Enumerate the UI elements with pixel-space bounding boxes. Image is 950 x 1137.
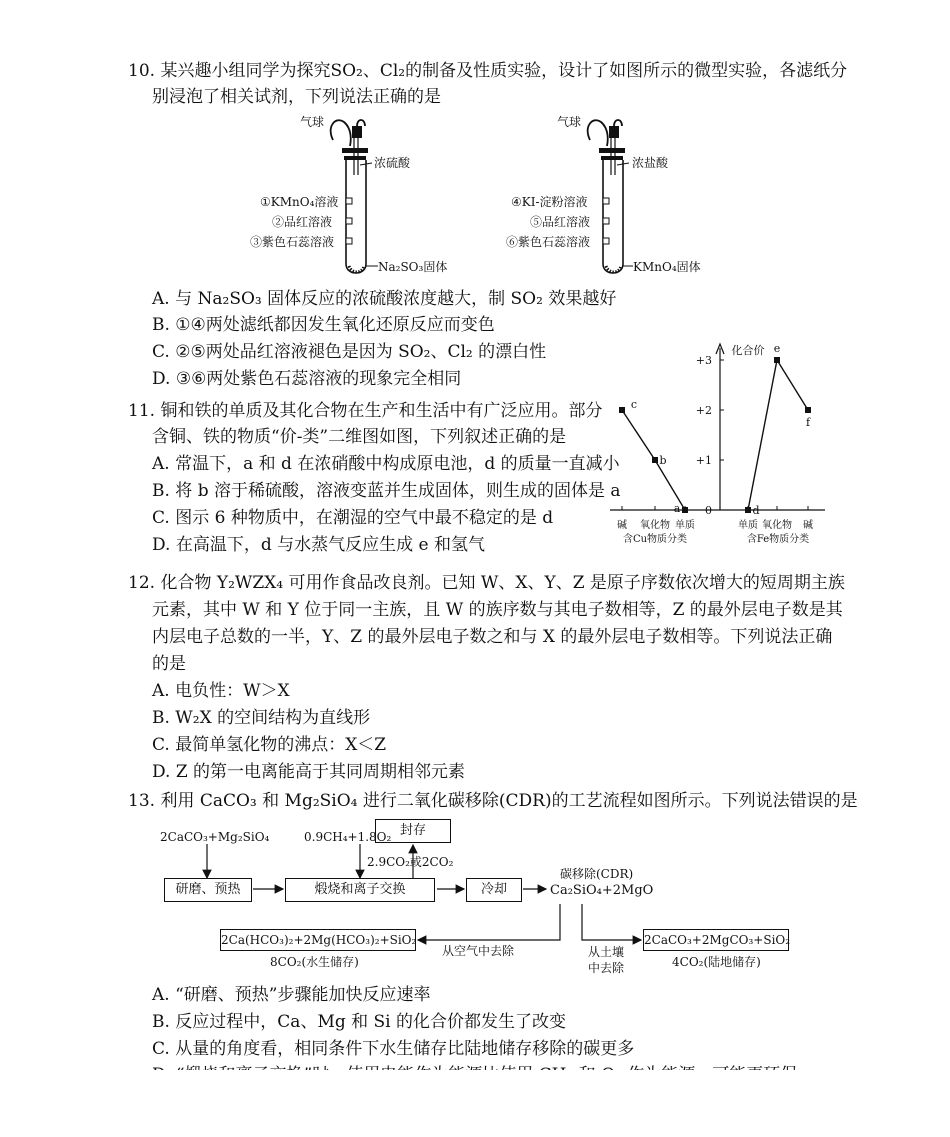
- q13-option-b: B. 反应过程中，Ca、Mg 和 Si 的化合价都发生了改变: [152, 1012, 567, 1032]
- q10-option-c: C. ②⑤两处品红溶液褪色是因为 SO₂、Cl₂ 的漂白性: [152, 342, 547, 362]
- flow-grind-box: 研磨、预热: [164, 878, 252, 902]
- q10-option-d: D. ③⑥两处紫色石蕊溶液的现象完全相同: [152, 369, 462, 389]
- chart-point-label-f: f: [805, 416, 811, 429]
- flow-air-label: 从空气中去除: [442, 944, 515, 958]
- flow-co2-label: 2.9CO₂或2CO₂: [367, 855, 454, 869]
- right-paper-4: ④KI-淀粉溶液: [511, 195, 588, 209]
- q12-option-a: A. 电负性：W＞X: [152, 681, 290, 701]
- flow-land-note: 4CO₂(陆地储存): [672, 955, 761, 969]
- q13-option-c: C. 从量的角度看，相同条件下水生储存比陆地储存移除的碳更多: [152, 1039, 635, 1059]
- left-acid-label: 浓硫酸: [374, 156, 411, 170]
- page-cut-off: [0, 1070, 950, 1137]
- q12-stem-line2: 元素，其中 W 和 Y 位于同一主族，且 W 的族序数与其电子数相等，Z 的最外层电子数是其: [152, 600, 843, 620]
- q12-stem-line4: 的是: [152, 654, 186, 674]
- chart-y-tick-label: +2: [695, 404, 712, 417]
- q11-stem-line1: 11. 铜和铁的单质及其化合物在生产和生活中有广泛应用。部分: [128, 401, 603, 421]
- flow-land-eq-box: 2CaCO₃+2MgCO₃+SiO₂: [643, 929, 789, 951]
- left-paper-3: ③紫色石蕊溶液: [250, 235, 335, 249]
- q11-option-d: D. 在高温下，d 与水蒸气反应生成 e 和氢气: [152, 535, 485, 555]
- chart-point-label-c: c: [630, 398, 638, 411]
- chart-point-label-a: a: [673, 502, 681, 515]
- q11-option-a: A. 常温下，a 和 d 在浓硝酸中构成原电池，d 的质量一直减小: [152, 454, 620, 474]
- flow-store-box: 封存: [375, 819, 451, 843]
- flow-cdr-label: 碳移除(CDR): [560, 867, 634, 881]
- chart-cu-category-label: 氧化物: [640, 520, 670, 531]
- q10-stem-line2: 别浸泡了相关试剂，下列说法正确的是: [152, 87, 441, 107]
- flow-soil-label-2: 中去除: [588, 961, 625, 975]
- chart-fe-category-label: 单质: [738, 520, 758, 531]
- q10-option-a: A. 与 Na₂SO₃ 固体反应的浓硫酸浓度越大，制 SO₂ 效果越好: [152, 289, 617, 309]
- chart-y-tick-label: +1: [695, 454, 712, 467]
- left-balloon-label: 气球: [300, 115, 325, 129]
- chart-y-tick-label: 0: [705, 504, 712, 517]
- left-solid-label: Na₂SO₃固体: [378, 260, 448, 274]
- flow-soil-label-1: 从土壤: [588, 945, 625, 959]
- right-paper-5: ⑤品红溶液: [530, 215, 591, 229]
- flow-input-1: 2CaCO₃+Mg₂SiO₄: [160, 830, 270, 844]
- right-solid-label: KMnO₄固体: [633, 260, 701, 274]
- chart-point-label-b: b: [659, 454, 667, 467]
- flow-input-2: 0.9CH₄+1.8O₂: [304, 830, 392, 844]
- q13-stem: 13. 利用 CaCO₃ 和 Mg₂SiO₄ 进行二氧化碳移除(CDR)的工艺流程如图所示。下列说法错误的是: [128, 791, 858, 811]
- flow-cool-box: 冷却: [466, 878, 522, 902]
- right-acid-label: 浓盐酸: [632, 156, 669, 170]
- chart-point-label-e: e: [773, 342, 781, 355]
- q12-stem-line1: 12. 化合物 Y₂WZX₄ 可用作食品改良剂。已知 W、X、Y、Z 是原子序数依次增大的短周期主族: [128, 573, 845, 593]
- left-paper-1: ①KMnO₄溶液: [260, 195, 339, 209]
- q12-option-d: D. Z 的第一电离能高于其同周期相邻元素: [152, 762, 466, 782]
- q10-stem-line1: 10. 某兴趣小组同学为探究SO₂、Cl₂的制备及性质实验，设计了如图所示的微型实验，各滤纸分: [128, 61, 848, 81]
- chart-cu-category-label: 碱: [617, 520, 627, 531]
- q12-stem-line3: 内层电子总数的一半，Y、Z 的最外层电子数之和与 X 的最外层电子数相等。下列说法正确: [152, 627, 833, 647]
- chart-fe-category-label: 碱: [803, 520, 813, 531]
- chart-fe-group-label: 含Fe物质分类: [746, 534, 810, 545]
- chart-y-label: 化合价: [731, 344, 765, 357]
- q11-option-b: B. 将 b 溶于稀硫酸，溶液变蓝并生成固体，则生成的固体是 a: [152, 481, 621, 501]
- chart-y-tick-label: +3: [695, 354, 712, 367]
- chart-cu-group-label: 含Cu物质分类: [622, 534, 688, 545]
- q12-option-c: C. 最简单氢化物的沸点：X＜Z: [152, 735, 387, 755]
- right-balloon-label: 气球: [557, 115, 582, 129]
- q13-option-a: A. “研磨、预热”步骤能加快反应速率: [152, 985, 431, 1005]
- chart-cu-category-label: 单质: [675, 520, 695, 531]
- flow-calcine-box: 煅烧和离子交换: [285, 878, 435, 902]
- q12-option-b: B. W₂X 的空间结构为直线形: [152, 708, 371, 728]
- flow-product-label: Ca₂SiO₄+2MgO: [550, 883, 654, 898]
- q11-option-c: C. 图示 6 种物质中，在潮湿的空气中最不稳定的是 d: [152, 508, 554, 528]
- left-paper-2: ②品红溶液: [272, 215, 333, 229]
- flow-water-note: 8CO₂(水生储存): [270, 955, 359, 969]
- q11-stem-line2: 含铜、铁的物质“价-类”二维图如图，下列叙述正确的是: [152, 427, 567, 447]
- chart-point-label-d: d: [752, 504, 760, 517]
- q10-option-b: B. ①④两处滤纸都因发生氧化还原反应而变色: [152, 315, 495, 335]
- chart-fe-category-label: 氧化物: [762, 520, 792, 531]
- flow-water-eq-box: 2Ca(HCO₃)₂+2Mg(HCO₃)₂+SiO₂: [220, 929, 416, 951]
- right-paper-6: ⑥紫色石蕊溶液: [506, 235, 591, 249]
